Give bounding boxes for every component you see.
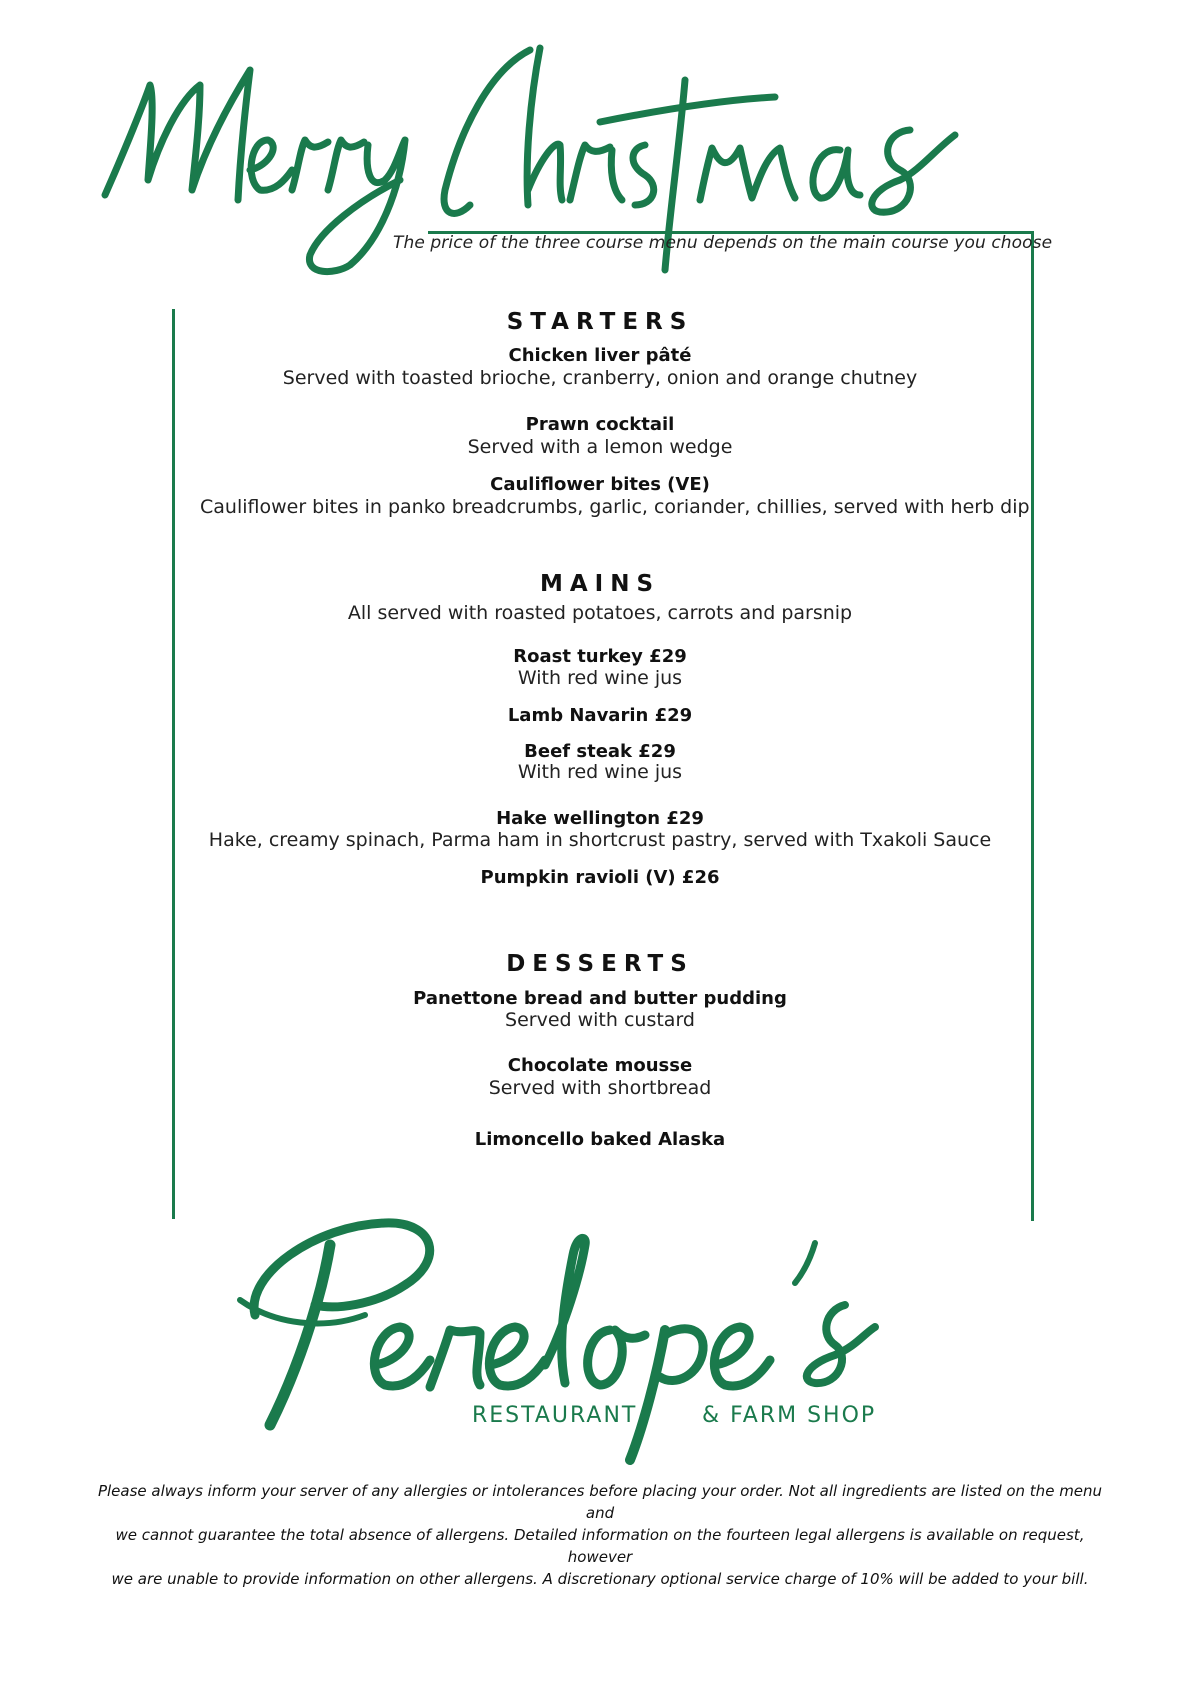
menu-item-name: Cauliflower bites (VE) — [490, 474, 710, 495]
section-title-mains: MAINS — [539, 571, 661, 597]
allergen-notice-line: we cannot guarantee the total absence of allergens. Detailed information on the fourteen legal allergens is available on request, however — [115, 1526, 1085, 1566]
allergen-notice-line: Please always inform your server of any allergies or intolerances before placing your order. Not all ingredients are listed on the menu and — [97, 1482, 1103, 1522]
frame-right-line — [1031, 231, 1034, 1221]
logo-farm-shop-text: & FARM SHOP — [702, 1403, 877, 1428]
price-note: The price of the three course menu depends on the main course you choose — [393, 233, 1053, 253]
mains-note: All served with roasted potatoes, carrots and parsnip — [347, 602, 853, 624]
menu-item-name: Prawn cocktail — [525, 414, 675, 435]
logo-restaurant-text: RESTAURANT — [472, 1403, 638, 1428]
menu-item-name: Chocolate mousse — [507, 1055, 693, 1076]
menu-item-name: Lamb Navarin £29 — [507, 705, 693, 726]
allergen-notice-line: we are unable to provide information on other allergens. A discretionary optional service charge of 10% will be added to your bill. — [111, 1570, 1089, 1588]
mains-section — [200, 571, 1000, 597]
menu-item-name: Pumpkin ravioli (V) £26 — [480, 867, 720, 888]
section-title-desserts: DESSERTS — [506, 951, 694, 977]
menu-item-name: Limoncello baked Alaska — [474, 1129, 726, 1150]
menu-item-desc: Served with custard — [505, 1009, 695, 1031]
menu-item-name: Roast turkey £29 — [513, 646, 687, 667]
menu-item-name: Panettone bread and butter pudding — [413, 988, 787, 1009]
menu-item-desc: Hake, creamy spinach, Parma ham in shortcrust pastry, served with Txakoli Sauce — [208, 829, 992, 851]
menu-item-name: Beef steak £29 — [524, 741, 676, 762]
menu-item-desc: With red wine jus — [517, 667, 683, 689]
section-title-starters: STARTERS — [506, 309, 694, 335]
allergen-notice — [95, 1480, 1105, 1590]
menu-item-desc: With red wine jus — [517, 761, 683, 783]
menu-item-desc: Served with shortbread — [488, 1077, 712, 1099]
frame-left-line — [172, 309, 175, 1219]
starters-section — [200, 309, 1000, 335]
desserts-section — [200, 951, 1000, 977]
menu-item-desc: Served with a lemon wedge — [467, 436, 733, 458]
menu-item-desc: Cauliflower bites in panko breadcrumbs, garlic, coriander, chillies, served with herb dip — [200, 496, 1030, 518]
menu-item-name: Chicken liver pâté — [508, 345, 692, 366]
menu-item-name: Hake wellington £29 — [496, 808, 704, 829]
menu-item-desc: Served with toasted brioche, cranberry, onion and orange chutney — [282, 367, 918, 389]
